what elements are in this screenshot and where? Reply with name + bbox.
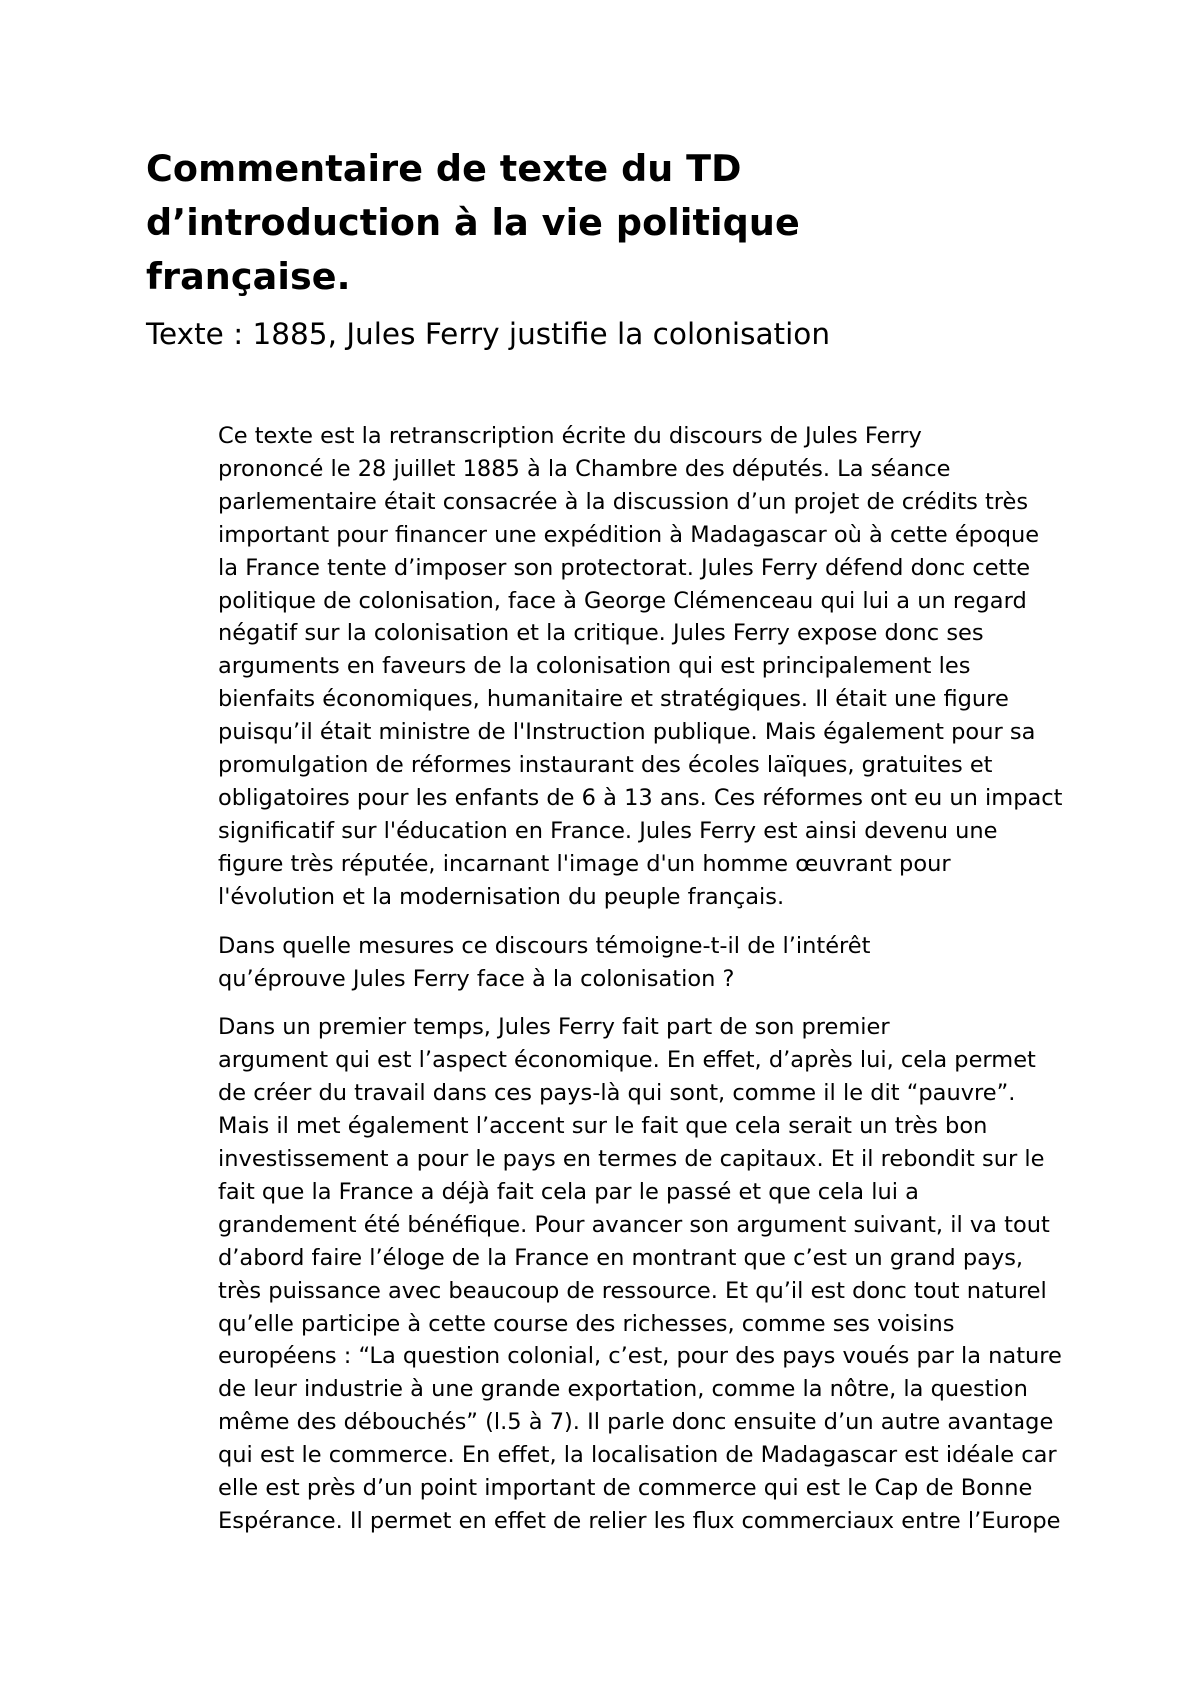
paragraph-line: qu’elle participe à cette course des richesses, comme ses voisins [218, 1310, 955, 1337]
paragraph-line: arguments en faveurs de la colonisation qui est principalement les [218, 653, 971, 680]
title-line: française. [146, 255, 351, 298]
paragraph [146, 1011, 1076, 1538]
paragraph-line: de créer du travail dans ces pays-là qui sont, comme il le dit “pauvre”. [218, 1080, 1016, 1107]
paragraph-line: très puissance avec beaucoup de ressource. Et qu’il est donc tout naturel [218, 1277, 1047, 1304]
paragraph-line: Dans un premier temps, Jules Ferry fait part de son premier [218, 1014, 890, 1041]
paragraph-line: même des débouchés” (l.5 à 7). Il parle donc ensuite d’un autre avantage [218, 1409, 1054, 1436]
paragraph-line: important pour financer une expédition à Madagascar où à cette époque [218, 521, 1040, 548]
paragraph-line: puisqu’il était ministre de l'Instruction publique. Mais également pour sa [218, 719, 1036, 746]
document-body [146, 420, 1076, 1538]
paragraph-line: Dans quelle mesures ce discours témoigne-t-il de l’intérêt [218, 932, 871, 959]
paragraph-line: européens : “La question colonial, c’est, pour des pays voués par la nature [218, 1343, 1062, 1370]
paragraph-line: de leur industrie à une grande exportation, comme la nôtre, la question [218, 1376, 1028, 1403]
paragraph-line: Mais il met également l’accent sur le fait que cela serait un très bon [218, 1113, 988, 1140]
paragraph-line: parlementaire était consacrée à la discussion d’un projet de crédits très [218, 488, 1029, 515]
paragraph-line: la France tente d’imposer son protectorat. Jules Ferry défend donc cette [218, 554, 1031, 581]
paragraph-line: obligatoires pour les enfants de 6 à 13 ans. Ces réformes ont eu un impact [218, 784, 1063, 811]
paragraph-line: argument qui est l’aspect économique. En effet, d’après lui, cela permet [218, 1047, 1036, 1074]
title-line: Commentaire de texte du TD [146, 147, 742, 190]
document-content [146, 142, 1076, 1538]
paragraph-line: qui est le commerce. En effet, la localisation de Madagascar est idéale car [218, 1442, 1057, 1469]
paragraph-line: Ce texte est la retranscription écrite du discours de Jules Ferry [218, 423, 922, 449]
paragraph-line: grandement été bénéfique. Pour avancer son argument suivant, il va tout [218, 1211, 1050, 1238]
paragraph-line: qu’éprouve Jules Ferry face à la colonisation ? [218, 965, 735, 992]
document-title [146, 142, 1076, 304]
paragraph [146, 930, 1076, 996]
paragraph [146, 420, 1076, 914]
paragraph-line: significatif sur l'éducation en France. Jules Ferry est ainsi devenu une [218, 817, 998, 844]
paragraph-line: figure très réputée, incarnant l'image d'un homme œuvrant pour [218, 850, 951, 877]
paragraph-line: bienfaits économiques, humanitaire et stratégiques. Il était une figure [218, 686, 1009, 713]
paragraph-line: politique de colonisation, face à George Clémenceau qui lui a un regard [218, 587, 1027, 614]
paragraph-line: l'évolution et la modernisation du peuple français. [218, 883, 785, 910]
document-subtitle: Texte : 1885, Jules Ferry justifie la colonisation [146, 317, 831, 351]
paragraph-line: négatif sur la colonisation et la critique. Jules Ferry expose donc ses [218, 620, 984, 647]
title-line: d’introduction à la vie politique [146, 201, 800, 244]
paragraph-line: elle est près d’un point important de commerce qui est le Cap de Bonne [218, 1475, 1033, 1502]
paragraph-line: fait que la France a déjà fait cela par le passé et que cela lui a [218, 1178, 919, 1205]
paragraph-line: prononcé le 28 juillet 1885 à la Chambre des députés. La séance [218, 455, 951, 482]
paragraph-line: d’abord faire l’éloge de la France en montrant que c’est un grand pays, [218, 1244, 1024, 1271]
paragraph-line: promulgation de réformes instaurant des écoles laïques, gratuites et [218, 752, 993, 779]
paragraph-line: investissement a pour le pays en termes de capitaux. Et il rebondit sur le [218, 1146, 1045, 1173]
paragraph-line: Espérance. Il permet en effet de relier les flux commerciaux entre l’Europe [218, 1508, 1061, 1534]
